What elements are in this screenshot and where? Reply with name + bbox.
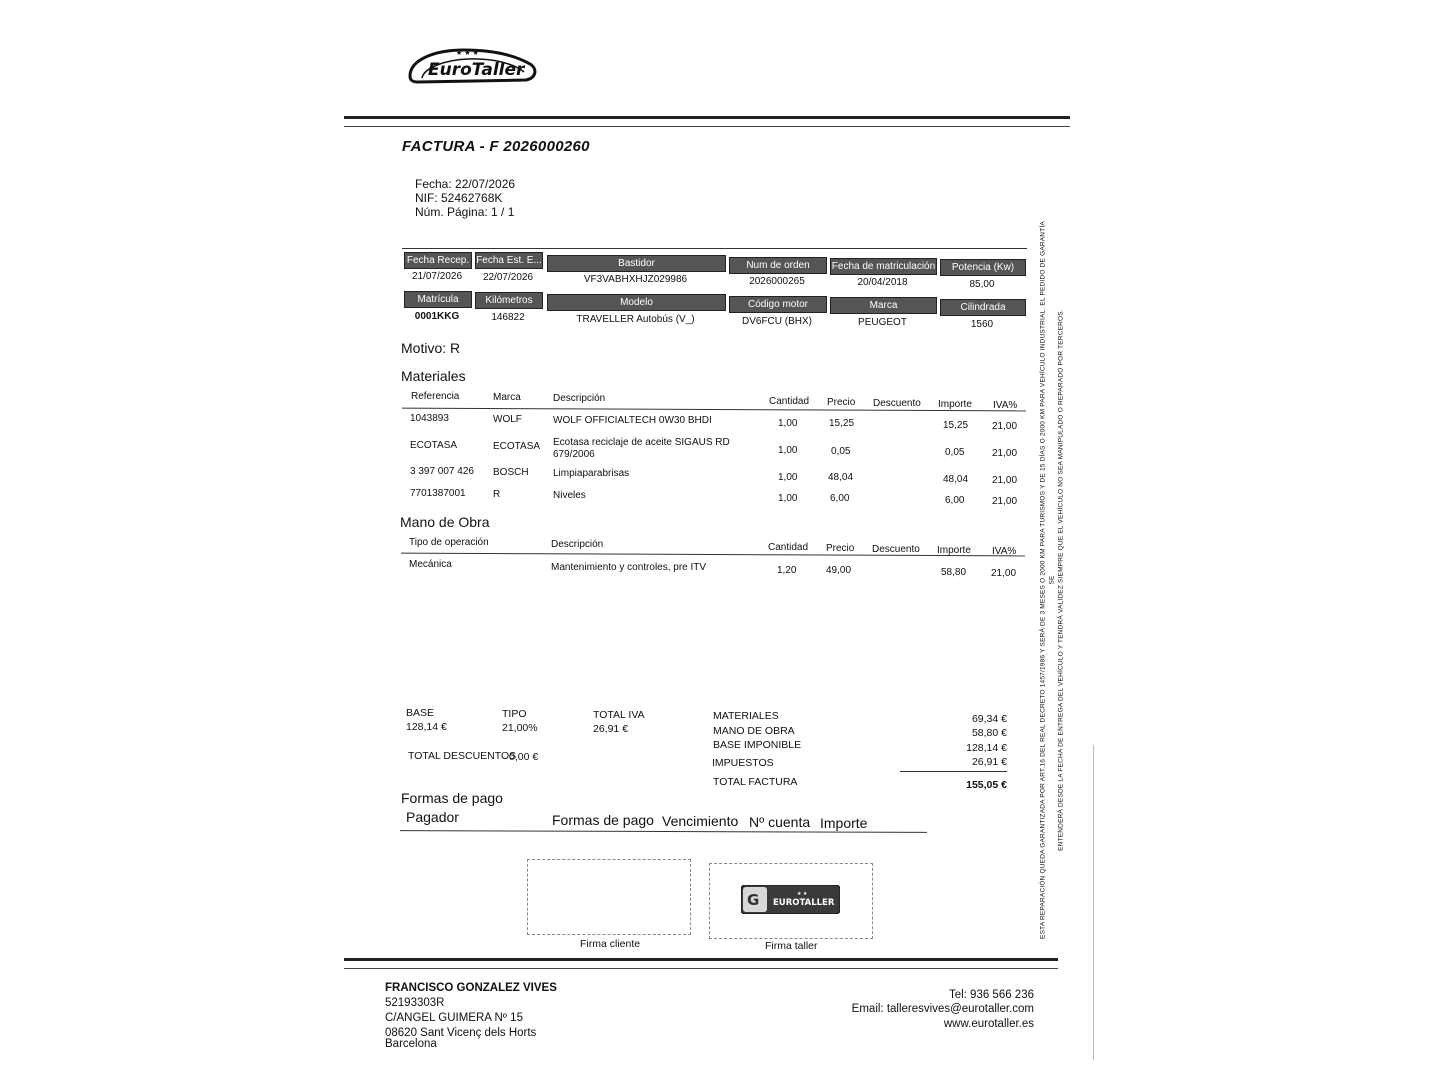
empresa-cp: 08620 Sant Vicenç dels Horts (385, 1027, 537, 1039)
mat-desc: Niveles (553, 490, 586, 501)
mat-marca: WOLF (493, 414, 522, 425)
mo-precio: 49,00 (826, 565, 852, 576)
vencimiento-col: Vencimiento (662, 813, 739, 829)
mat-cantidad: 1,00 (778, 472, 798, 483)
tipo-value: 21,00% (502, 722, 538, 734)
mat-th-precio: Precio (827, 397, 856, 408)
mano-obra-title: Mano de Obra (400, 514, 490, 530)
mat-iva: 21,00 (992, 421, 1018, 432)
mat-precio: 15,25 (829, 418, 855, 429)
mat-marca: ECOTASA (493, 441, 541, 452)
mat-desc-line2: 679/2006 (553, 449, 595, 460)
hdr-matricula: Matrícula (404, 291, 472, 308)
pagador-label: Pagador (406, 809, 459, 825)
totals-rule (900, 771, 1007, 772)
mat-cantidad: 1,00 (778, 418, 798, 429)
hdr-codigo-motor: Código motor (729, 296, 827, 313)
hdr-bastidor: Bastidor (547, 255, 726, 272)
mat-ref: 3 397 007 426 (410, 466, 474, 477)
impuestos-label: IMPUESTOS (712, 757, 774, 769)
mat-iva: 21,00 (992, 448, 1018, 459)
footer-rule (344, 958, 1058, 969)
svg-text:★ ★: ★ ★ (797, 891, 808, 897)
hdr-num-orden: Num de orden (729, 257, 827, 274)
mat-th-importe: Importe (938, 399, 972, 410)
firma-cliente-box (527, 859, 691, 935)
mo-cantidad: 1,20 (777, 565, 797, 576)
firma-cliente-label: Firma cliente (580, 938, 641, 950)
mo-th-iva: IVA% (992, 546, 1017, 557)
val-marca: PEUGEOT (858, 317, 907, 328)
formas-pago-title: Formas de pago (401, 790, 503, 806)
vehicle-top-rule (402, 248, 1027, 249)
empresa-email: Email: talleresvives@eurotaller.com (851, 1003, 1034, 1015)
mo-tipo: Mecánica (409, 559, 452, 570)
mo-th-precio: Precio (826, 543, 855, 554)
mat-iva: 21,00 (992, 475, 1018, 486)
val-modelo: TRAVELLER Autobús (V_) (576, 314, 695, 325)
mat-header-rule (402, 408, 1026, 412)
mat-precio: 48,04 (828, 472, 854, 483)
mat-importe: 48,04 (943, 474, 969, 485)
val-kilometros: 146822 (491, 312, 525, 323)
mat-precio: 0,05 (831, 446, 851, 457)
firma-taller-label: Firma taller (765, 940, 818, 952)
motivo: Motivo: R (401, 340, 461, 356)
header-rule (344, 116, 1070, 127)
mano-obra-value: 58,80 € (971, 727, 1007, 739)
empresa-ciudad: Barcelona (385, 1038, 437, 1050)
mo-th-descuento: Descuento (872, 544, 920, 555)
mat-desc: WOLF OFFICIALTECH 0W30 BHDI (553, 415, 712, 426)
val-fecha-recep: 21/07/2026 (411, 271, 463, 282)
mat-importe: 0,05 (945, 447, 965, 458)
mat-importe: 15,25 (943, 420, 969, 431)
hdr-modelo: Modelo (547, 294, 726, 311)
warranty-note-line2: ENTENDERÁ DESDE LA FECHA DE ENTREGA DEL VEHÍCULO Y TENDRÁ VALIDEZ SIEMPRE QUE EL VEHÍCULO NO SEA MANIPULADO O REPARADO POR TERCEROS. (1057, 309, 1065, 851)
mano-obra-label: MANO DE OBRA (713, 725, 795, 737)
mat-th-desc: Descripción (553, 393, 606, 404)
mat-precio: 6,00 (830, 493, 850, 504)
svg-text:G: G (747, 891, 760, 909)
impuestos-value: 26,91 € (971, 756, 1007, 768)
svg-text:EuroTaller: EuroTaller (428, 60, 525, 80)
total-iva-value: 26,91 € (593, 723, 629, 735)
mo-th-tipo: Tipo de operación (409, 537, 489, 548)
val-matricula: 0001KKG (414, 311, 460, 322)
mat-marca: R (493, 489, 501, 500)
val-cilindrada: 1560 (970, 319, 994, 330)
empresa-nif: 52193303R (385, 997, 445, 1009)
svg-text:★ ★ ★: ★ ★ ★ (456, 50, 479, 57)
mo-th-importe: Importe (937, 545, 971, 556)
mat-th-descuento: Descuento (873, 398, 921, 409)
mat-iva: 21,00 (992, 496, 1018, 507)
svg-text:EUROTALLER: EUROTALLER (773, 898, 835, 908)
empresa-direccion: C/ANGEL GUIMERA Nº 15 (385, 1012, 523, 1024)
hdr-fecha-recep: Fecha Recep. (404, 252, 472, 269)
mo-importe: 58,80 (941, 567, 967, 578)
hdr-potencia: Potencia (Kw) (940, 259, 1026, 276)
mo-th-desc: Descripción (551, 539, 604, 550)
materiales-title: Materiales (401, 368, 466, 384)
val-potencia: 85,00 (969, 279, 995, 290)
mo-th-cantidad: Cantidad (768, 542, 809, 553)
hdr-marca: Marca (830, 297, 937, 314)
invoice-title: FACTURA - F 2026000260 (402, 138, 590, 155)
mat-cantidad: 1,00 (778, 493, 798, 504)
eurotaller-logo (404, 42, 540, 90)
val-codigo-motor: DV6FCU (BHX) (741, 316, 812, 327)
mat-importe: 6,00 (945, 495, 965, 506)
base-value: 128,14 € (406, 721, 447, 733)
mat-marca: BOSCH (493, 467, 529, 478)
mo-iva: 21,00 (991, 568, 1017, 579)
mo-desc: Mantenimiento y controles, pre ITV (551, 562, 707, 573)
invoice-nif: NIF: 52462768K (415, 191, 503, 205)
empresa-nombre: FRANCISCO GONZALEZ VIVES (385, 982, 557, 994)
val-num-orden: 2026000265 (749, 276, 805, 287)
mat-ref: 7701387001 (410, 488, 466, 499)
hdr-fecha-matric: Fecha de matriculación (830, 258, 937, 275)
invoice-date: Fecha: 22/07/2026 (415, 177, 516, 191)
scan-edge (1093, 745, 1094, 1060)
warranty-note (1039, 220, 1066, 940)
formas-pago-col: Formas de pago (552, 812, 654, 828)
descuentos-label: TOTAL DESCUENTOS (408, 750, 517, 762)
hdr-cilindrada: Cilindrada (940, 299, 1026, 316)
empresa-web: www.eurotaller.es (943, 1018, 1034, 1030)
materiales-label: MATERIALES (713, 710, 779, 722)
base-imponible-value: 128,14 € (966, 742, 1007, 754)
importe-col: Importe (820, 815, 868, 831)
hdr-kilometros: Kilómetros (475, 292, 543, 309)
empresa-tel: Tel: 936 566 236 (948, 989, 1034, 1001)
total-iva-label: TOTAL IVA (593, 709, 645, 721)
cuenta-col: Nº cuenta (749, 814, 811, 830)
mat-cantidad: 1,00 (778, 445, 798, 456)
val-bastidor: VF3VABHXHJZ029986 (583, 274, 688, 285)
mat-th-cantidad: Cantidad (769, 396, 810, 407)
val-fecha-est: 22/07/2026 (482, 272, 534, 283)
descuentos-value: 0,00 € (509, 751, 539, 763)
mat-ref: ECOTASA (410, 440, 458, 451)
mat-desc: Ecotasa reciclaje de aceite SIGAUS RD (553, 437, 730, 448)
mat-th-ref: Referencia (411, 391, 460, 402)
hdr-fecha-est: Fecha Est. E... (475, 252, 543, 269)
tipo-label: TIPO (502, 708, 527, 720)
mat-th-marca: Marca (493, 392, 521, 403)
invoice-page: Núm. Página: 1 / 1 (415, 205, 515, 219)
warranty-note-line1: ESTA REPARACIÓN QUEDA GARANTIZADA POR ART.16 DEL REAL DECRETO 1457/1986 Y SERÁ DE 3 MESES O 2000 KM PARA TURISMOS Y DE 15 DÍAS O 2000 KM PARA VEHÍCULO INDUSTRIAL. EL PEDIDO DE GARANTÍA SE (1039, 221, 1056, 939)
total-factura-value: 155,05 € (966, 779, 1007, 791)
val-fecha-matric: 20/04/2018 (857, 277, 908, 288)
mat-ref: 1043893 (410, 413, 449, 424)
materiales-value: 69,34 € (971, 713, 1007, 725)
total-factura-label: TOTAL FACTURA (713, 776, 798, 788)
base-imponible-label: BASE IMPONIBLE (713, 739, 802, 751)
mat-desc: Limpiaparabrisas (553, 468, 630, 479)
base-label: BASE (406, 707, 435, 719)
mat-th-iva: IVA% (993, 400, 1018, 411)
mo-header-rule (401, 553, 1025, 557)
eurotaller-stamp (741, 885, 840, 914)
